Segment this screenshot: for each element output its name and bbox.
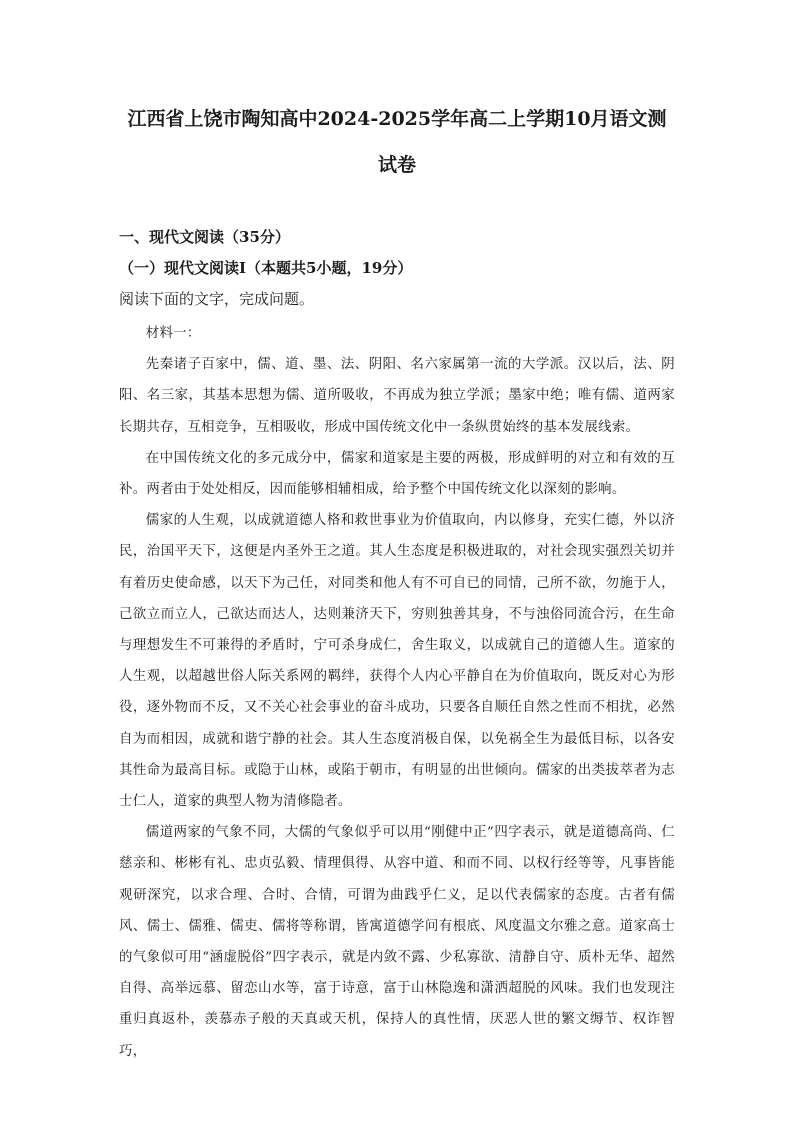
reading-instruction: 阅读下面的文字，完成问题。 xyxy=(119,290,315,308)
section-heading: 一、现代文阅读（35分） xyxy=(119,228,290,246)
paragraph: 在中国传统文化的多元成分中，儒家和道家是主要的两极，形成鲜明的对立和有效的互补。两者由于处处相反，因而能够相辅相成，给予整个中国传统文化以深刻的影响。 xyxy=(119,450,675,498)
document-title xyxy=(100,96,694,188)
subsection-heading: （一）现代文阅读Ⅰ（本题共5小题，19分） xyxy=(119,259,413,277)
paragraph: 儒道两家的气象不同，大儒的气象似乎可以用“刚健中正”四字表示，就是道德高尚、仁慈亲和、彬彬有礼、忠贞弘毅、情理俱得、从容中道、和而不同、以权行经等等，凡事皆能观研深究，以求合理、合时、合情，可谓为曲践乎仁义，足以代表儒家的态度。古者有儒风、儒士、儒雅、儒吏、儒将等称谓，皆寓道德学问有根底、风度温文尔雅之意。道家高士的气象似可用“涵虚脱俗”四字表示，就是内敛不露、少私寡欲、清静自守、质朴无华、超然自得、高举远慕、留恋山水等，富于诗意，富于山林隐逸和潇洒超脱的风味。我们也发现注重归真返朴，羡慕赤子般的天真或天机，保持人的真性情，厌恶人世的繁文缛节、权诈智巧， xyxy=(119,825,675,1059)
reading-passage xyxy=(119,318,675,1067)
title-line-1: 江西省上饶市陶知高中2024-2025学年高二上学期10月语文测 xyxy=(127,108,667,130)
paragraph: 先秦诸子百家中，儒、道、墨、法、阴阳、名六家属第一流的大学派。汉以后，法、阴阳、名三家，其基本思想为儒、道所吸收，不再成为独立学派；墨家中绝；唯有儒、道两家长期共存，互相竞争，互相吸收，形成中国传统文化中一条纵贯始终的基本发展线索。 xyxy=(119,357,675,435)
title-line-2: 试卷 xyxy=(377,154,416,176)
material-label: 材料一： xyxy=(145,326,201,341)
paragraph: 儒家的人生观，以成就道德人格和救世事业为价值取向，内以修身，充实仁德，外以济民，治国平天下，这便是内圣外王之道。其人生态度是积极进取的，对社会现实强烈关切并有着历史使命感，以天下为己任，对同类和他人有不可自已的同情，己所不欲，勿施于人，己欲立而立人，己欲达而达人，达则兼济天下，穷则独善其身，不与浊俗同流合污，在生命与理想发生不可兼得的矛盾时，宁可杀身成仁，舍生取义，以成就自己的道德人生。道家的人生观，以超越世俗人际关系网的羁绊，获得个人内心平静自在为价值取向，既反对心为形役，逐外物而不反，又不关心社会事业的奋斗成功，只要各自顺任自然之性而不相扰，必然自为而相因，成就和谐宁静的社会。其人生态度消极自保，以免祸全生为最低目标，以各安其性命为最高目标。或隐于山林，或陷于朝市，有明显的出世倾向。儒家的出类拔萃者为志士仁人，道家的典型人物为清修隐者。 xyxy=(119,513,675,810)
